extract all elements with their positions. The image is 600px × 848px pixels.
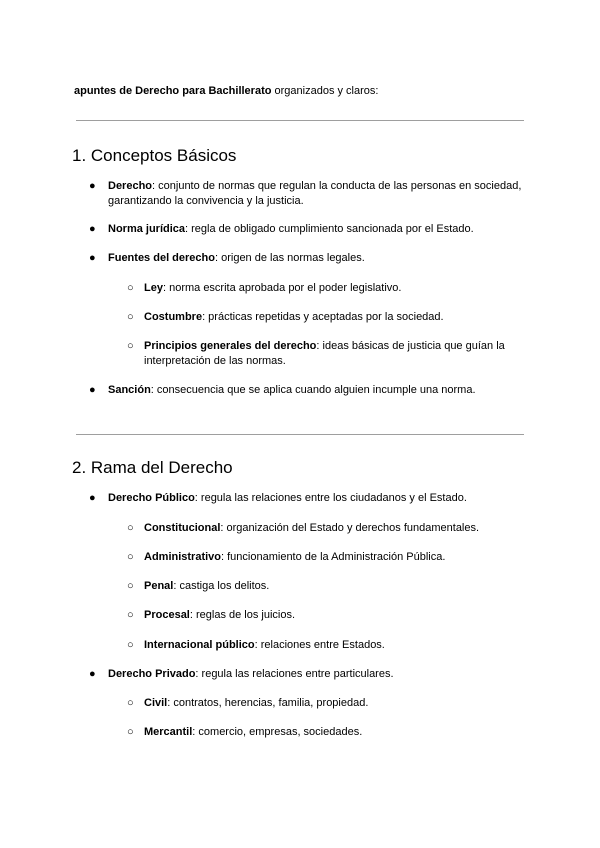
item-term: Ley (144, 282, 163, 294)
item-term: Norma jurídica (108, 223, 186, 235)
list-item-sancion (108, 383, 528, 398)
item-term: Mercantil (144, 726, 193, 738)
item-text: : prácticas repetidas y aceptadas por la sociedad. (202, 311, 444, 323)
section-title-rama: 2. Rama del Derecho (72, 458, 233, 477)
sub-item-penal (144, 579, 514, 594)
intro-rest: organizados y claros: (271, 85, 379, 97)
intro-bold: apuntes de Derecho para Bachillerato (74, 85, 272, 97)
list-item-derecho-publico (108, 491, 528, 506)
list-item-derecho-privado (108, 667, 528, 682)
sub-item-constitucional (144, 521, 514, 536)
sub-item-costumbre (144, 310, 514, 325)
sub-item-administrativo (144, 550, 514, 565)
bullet-icon: ● (89, 668, 96, 680)
item-term: Costumbre (144, 311, 203, 323)
item-text: : organización del Estado y derechos fundamentales. (220, 522, 480, 534)
list-item-norma-juridica (108, 222, 528, 237)
section-title-conceptos: 1. Conceptos Básicos (72, 146, 237, 165)
item-text: : castiga los delitos. (173, 580, 270, 592)
sub-bullet-icon: ○ (127, 697, 134, 709)
item-text: : conjunto de normas que regulan la conducta de las personas en sociedad, garantizando la convivencia y la justicia. (108, 180, 522, 207)
intro-line (74, 84, 378, 98)
item-term: Procesal (144, 609, 190, 621)
item-text: : comercio, empresas, sociedades. (192, 726, 363, 738)
sub-bullet-icon: ○ (127, 639, 134, 651)
item-text: : regla de obligado cumplimiento sancionada por el Estado. (185, 223, 474, 235)
item-text: : relaciones entre Estados. (254, 639, 385, 651)
item-text: : ideas básicas de justicia que guían la interpretación de las normas. (144, 340, 505, 367)
horizontal-rule (76, 434, 524, 435)
sub-item-mercantil (144, 725, 514, 740)
list-item-fuentes-del-derecho (108, 251, 528, 266)
sub-bullet-icon: ○ (127, 726, 134, 738)
item-term: Principios generales del derecho (144, 340, 317, 352)
list-item-derecho (108, 179, 528, 209)
bullet-icon: ● (89, 384, 96, 396)
sub-item-principios-generales (144, 339, 514, 369)
sub-item-internacional-publico (144, 638, 514, 653)
sub-bullet-icon: ○ (127, 282, 134, 294)
item-text: : consecuencia que se aplica cuando alguien incumple una norma. (150, 384, 476, 396)
sub-item-procesal (144, 608, 514, 623)
item-term: Constitucional (144, 522, 221, 534)
item-term: Civil (144, 697, 168, 709)
sub-bullet-icon: ○ (127, 580, 134, 592)
sub-item-civil (144, 696, 514, 711)
item-term: Derecho (108, 180, 153, 192)
bullet-icon: ● (89, 180, 96, 192)
bullet-icon: ● (89, 252, 96, 264)
item-term: Administrativo (144, 551, 222, 563)
sub-bullet-icon: ○ (127, 522, 134, 534)
item-text: : funcionamiento de la Administración Pública. (221, 551, 446, 563)
item-term: Internacional público (144, 639, 255, 651)
item-text: : regula las relaciones entre particulares. (195, 668, 394, 680)
item-term: Fuentes del derecho (108, 252, 215, 264)
item-text: : regula las relaciones entre los ciudadanos y el Estado. (194, 492, 467, 504)
item-text: : norma escrita aprobada por el poder legislativo. (162, 282, 402, 294)
item-text: : origen de las normas legales. (214, 252, 365, 264)
horizontal-rule (76, 120, 524, 121)
item-term: Derecho Privado (108, 668, 196, 680)
item-term: Penal (144, 580, 174, 592)
bullet-icon: ● (89, 492, 96, 504)
sub-item-ley (144, 281, 514, 296)
sub-bullet-icon: ○ (127, 311, 134, 323)
item-text: : reglas de los juicios. (189, 609, 296, 621)
sub-bullet-icon: ○ (127, 609, 134, 621)
item-term: Derecho Público (108, 492, 195, 504)
bullet-icon: ● (89, 223, 96, 235)
sub-bullet-icon: ○ (127, 551, 134, 563)
item-term: Sanción (108, 384, 151, 396)
sub-bullet-icon: ○ (127, 340, 134, 352)
item-text: : contratos, herencias, familia, propiedad. (167, 697, 369, 709)
